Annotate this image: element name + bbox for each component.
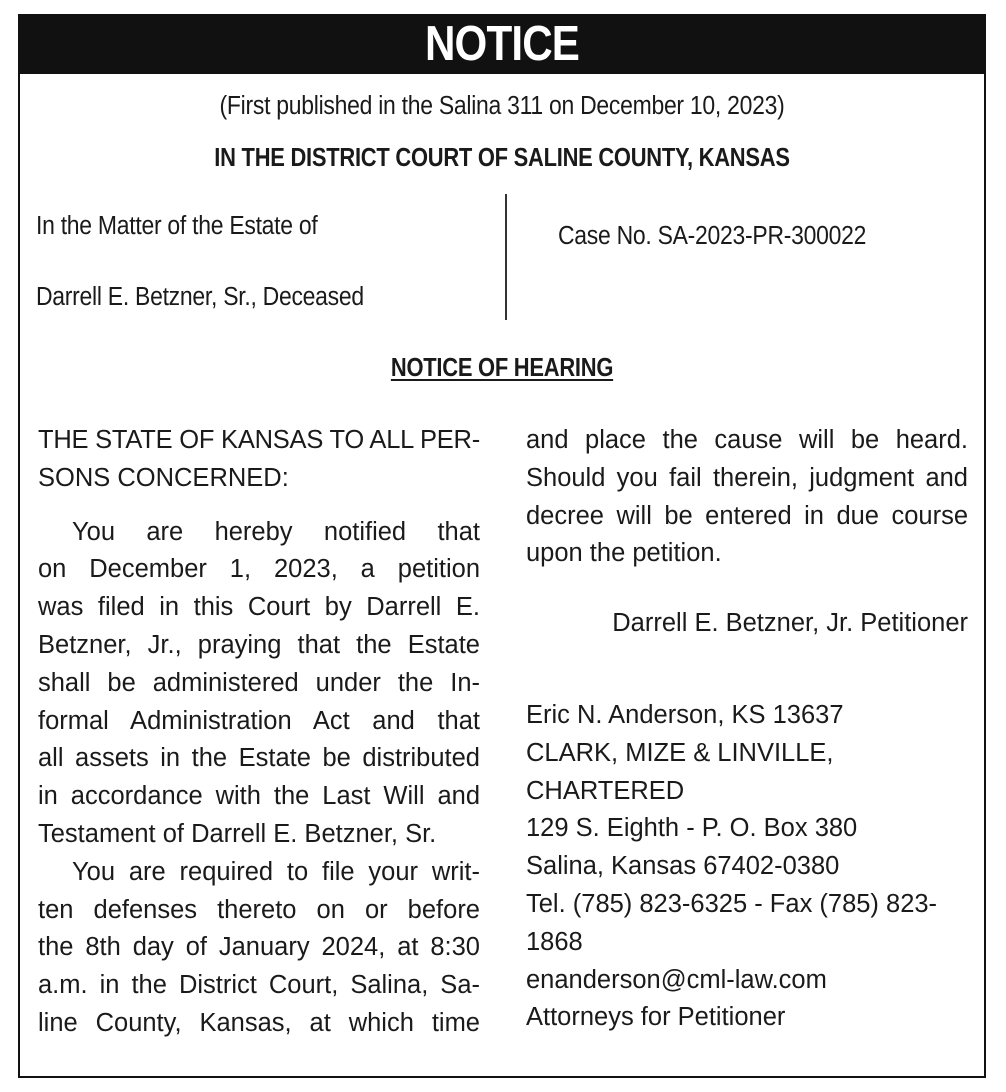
matter-line: In the Matter of the Estate of — [36, 212, 318, 240]
publication-line: (First published in the Salina 311 on December 10, 2023) — [219, 92, 785, 120]
attorney-line: CLARK, MIZE & LINVILLE, — [526, 738, 834, 767]
body-line: ten defenses thereto on or before — [38, 895, 480, 924]
attorney-line: Salina, Kansas 67402-0380 — [526, 852, 840, 881]
attorney-line: 129 S. Eighth - P. O. Box 380 — [526, 814, 858, 843]
hearing-heading — [86, 350, 918, 388]
banner-title: NOTICE — [424, 17, 580, 71]
attorney-line: CHARTERED — [526, 776, 685, 805]
body-left-column — [38, 422, 480, 1043]
hearing-heading-text: NOTICE OF HEARING — [390, 354, 614, 382]
body-line: a.m. in the District Court, Salina, Sa- — [38, 971, 480, 1000]
attorney-line: Tel. (785) 823-6325 - Fax (785) 823- — [526, 889, 938, 918]
decedent-line: Darrell E. Betzner, Sr., Deceased — [36, 283, 364, 311]
attorney-email: enanderson@cml-law.com — [526, 965, 827, 994]
court-heading: IN THE DISTRICT COURT OF SALINE COUNTY, KANSAS — [214, 144, 790, 172]
body-line: Betzner, Jr., praying that the Estate — [38, 630, 480, 659]
caption-divider — [505, 194, 507, 320]
body-line: decree will be entered in due course — [526, 501, 968, 530]
body-line: and place the cause will be heard. — [526, 426, 968, 454]
body-line: Testament of Darrell E. Betzner, Sr. — [38, 819, 437, 848]
body-line: shall be administered under the In- — [38, 668, 480, 697]
body-line: was filed in this Court by Darrell E. — [38, 593, 480, 622]
case-number: Case No. SA-2023-PR-300022 — [558, 222, 867, 250]
body-line: formal Administration Act and that — [38, 706, 480, 735]
attorney-line: Eric N. Anderson, KS 13637 — [526, 700, 844, 729]
attorney-line: 1868 — [526, 927, 583, 956]
body-line: on December 1, 2023, a petition — [38, 555, 480, 584]
attorney-block — [526, 697, 968, 1037]
notice-banner — [18, 14, 986, 74]
body-line: Should you fail therein, judgment and — [526, 463, 968, 492]
body-line: all assets in the Estate be distributed — [38, 744, 480, 773]
body-right-column — [526, 422, 968, 1037]
body-line: You are hereby notified that — [72, 517, 480, 546]
body-line: line County, Kansas, at which time — [38, 1008, 480, 1037]
body-line: THE STATE OF KANSAS TO ALL PER- — [38, 426, 480, 454]
body-line: in accordance with the Last Will and — [38, 782, 480, 811]
body-line: SONS CONCERNED: — [38, 463, 289, 492]
body-line: You are required to file your writ- — [72, 857, 480, 886]
attorney-line: Attorneys for Petitioner — [526, 1003, 786, 1032]
body-line: upon the petition. — [526, 539, 722, 568]
petitioner-signature: Darrell E. Betzner, Jr. Petitioner — [612, 609, 968, 638]
body-line: the 8th day of January 2024, at 8:30 — [38, 933, 480, 962]
